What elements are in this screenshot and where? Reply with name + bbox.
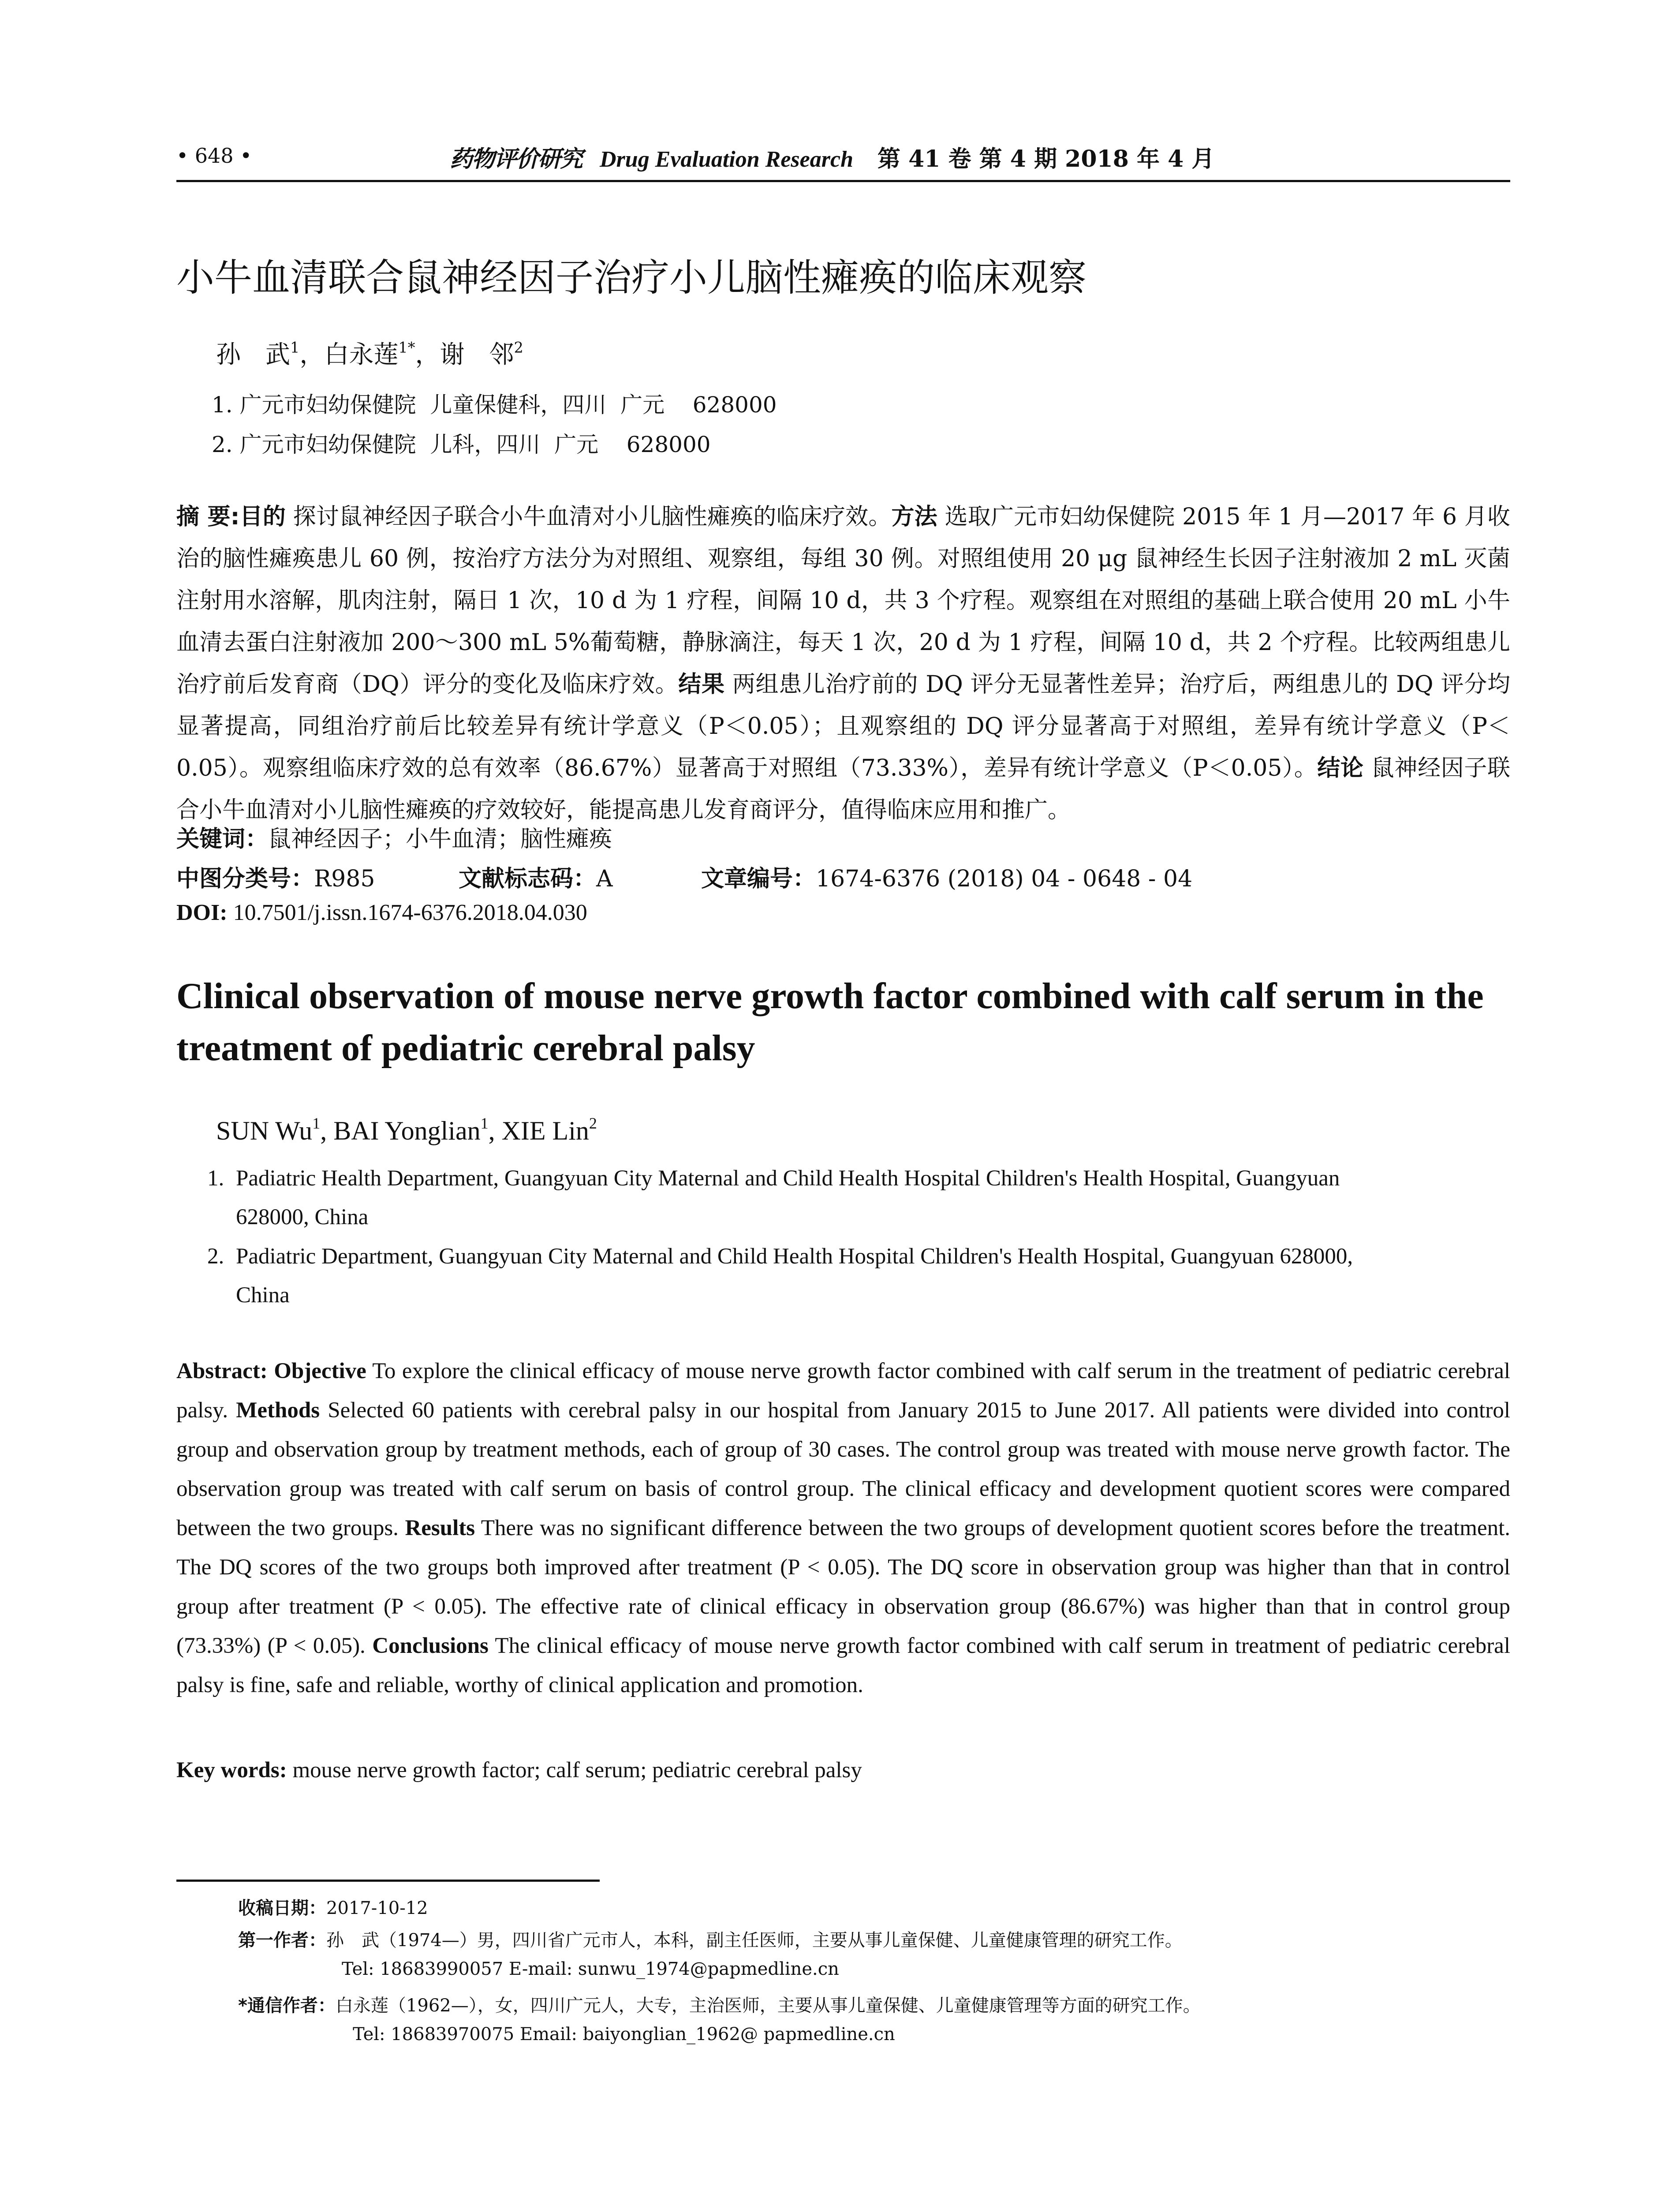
objective-text: 探讨鼠神经因子联合小牛血清对小儿脑性瘫痪的临床疗效。 — [286, 504, 892, 530]
title-cn: 小牛血清联合鼠神经因子治疗小儿脑性瘫痪的临床观察 — [176, 256, 1086, 300]
author-en: SUN Wu — [216, 1116, 313, 1145]
issue-info: 第 41 卷 第 4 期 2018 年 4 月 — [877, 146, 1215, 172]
first-author-label: 第一作者： — [238, 1930, 326, 1951]
abstract-label: Abstract: — [176, 1359, 268, 1383]
results-text: There was no significant difference between the two groups of development quotient scores before the treatment. The DQ scores of the two groups both improved after treatment (P < 0.05). The DQ score in observation group was higher than that in control group after treatment (P < 0.05). The effective rate of clinical efficacy in observation group (86.67%) was higher than that in control group (73.33%) (P < 0.05). — [176, 1516, 1510, 1658]
conclusions-text: The clinical efficacy of mouse nerve growth factor combined with calf serum in treatment of pediatric cerebral palsy is fine, safe and reliable, worthy of clinical application and promotion. — [176, 1633, 1510, 1697]
methods-text: 选取广元市妇幼保健院 2015 年 1 月—2017 年 6 月收治的脑性瘫痪患儿 60 例，按治疗方法分为对照组、观察组，每组 30 例。对照组使用 20 μg 鼠神经生长因子注射液加 2 mL 灭菌注射用水溶解，肌肉注射，隔日 1 次，10 d 为 1 疗程，间隔 10 d，共 3 个疗程。观察组在对照组的基础上联合使用 20 mL 小牛血清去蛋白注射液加 200～300 mL 5%葡萄糖，静脉滴注，每天 1 次，20 d 为 1 疗程，间隔 10 d，共 2 个疗程。比较两组患儿治疗前后发育商（DQ）评分的变化及临床疗效。 — [176, 504, 1510, 698]
affiliation-line: Padiatric Health Department, Guangyuan City Maternal and Child Health Hospital Children's Health Hospital, Guangyuan — [236, 1166, 1340, 1191]
keywords-text: mouse nerve growth factor; calf serum; pediatric cerebral palsy — [287, 1758, 862, 1783]
classification-doc — [459, 860, 613, 893]
journal-header — [450, 140, 1214, 173]
objective-label: 目的 — [239, 504, 286, 530]
classification-article — [701, 860, 1192, 893]
doi — [176, 900, 587, 926]
objective-label: Objective — [267, 1359, 366, 1383]
authors-cn — [216, 335, 523, 370]
footnote-received — [238, 1894, 428, 1919]
affiliation-cn: 2. 广元市妇幼保健院 儿科，四川 广元 628000 — [212, 432, 711, 457]
results-text: 两组患儿治疗前的 DQ 评分无显著性差异；治疗后，两组患儿的 DQ 评分均显著提高，同组治疗前后比较差异有统计学意义（P＜0.05）；且观察组的 DQ 评分显著高于对照组，差异有统计学意义（P＜0.05）。观察组临床疗效的总有效率（86.67%）显著高于对照组（73.33%），差异有统计学意义（P＜0.05）。 — [176, 671, 1510, 781]
keywords-label: 关键词： — [176, 826, 269, 852]
first-author-text: 孙 武（1974—）男，四川省广元市人，本科，副主任医师，主要从事儿童保健、儿童健康管理的研究工作。 — [326, 1930, 1183, 1951]
clc-label: 中图分类号： — [176, 866, 314, 892]
author-cn: 孙 武 — [216, 340, 290, 369]
methods-label: 方法 — [891, 504, 937, 530]
page-number: • 648 • — [176, 144, 252, 168]
author-sup: 2 — [589, 1114, 597, 1132]
journal-name: Drug Evaluation Research — [600, 147, 853, 172]
affiliation-number: 2. — [207, 1244, 224, 1269]
affiliation-cn: 1. 广元市妇幼保健院 儿童保健科，四川 广元 628000 — [212, 392, 777, 418]
footnote-first-author — [238, 1926, 1183, 1951]
footnote-corresponding — [238, 1992, 1201, 2017]
affiliation-line: 628000, China — [236, 1205, 369, 1230]
methods-label: Methods — [236, 1398, 320, 1423]
objective-text: To explore the clinical efficacy of mouse nerve growth factor combined with calf serum in the treatment of pediatric cerebral palsy. — [176, 1359, 1511, 1423]
keywords-cn — [176, 820, 612, 853]
journal-logo: 药物评价研究 — [450, 146, 582, 172]
corresponding-text: 白永莲（1962—），女，四川广元人，大专，主治医师，主要从事儿童保健、儿童健康管理等方面的研究工作。 — [335, 1996, 1201, 2016]
classification-clc — [176, 860, 375, 893]
author-sup: 1 — [480, 1114, 489, 1132]
doi-value: 10.7501/j.issn.1674-6376.2018.04.030 — [227, 900, 587, 925]
affiliation-line: China — [236, 1283, 290, 1308]
corresponding-label: *通信作者： — [238, 1996, 336, 2016]
footnote-first-author-contact: Tel: 18683990057 E-mail: sunwu_1974@papmedline.cn — [342, 1959, 839, 1979]
keywords-en — [176, 1757, 862, 1783]
keywords-text: 鼠神经因子；小牛血清；脑性瘫痪 — [268, 826, 612, 852]
article-value: 1674-6376 (2018) 04 - 0648 - 04 — [816, 866, 1193, 892]
clc-value: R985 — [314, 866, 375, 892]
doc-value: A — [596, 866, 613, 892]
doc-label: 文献标志码： — [459, 866, 597, 892]
received-date: 2017-10-12 — [326, 1898, 428, 1918]
affiliation-line: Padiatric Department, Guangyuan City Maternal and Child Health Hospital Children's Health Hospital, Guangyuan 628000, — [236, 1244, 1353, 1269]
author-sup: 1* — [398, 339, 415, 356]
received-label: 收稿日期： — [238, 1898, 326, 1918]
authors-en — [216, 1116, 597, 1146]
affiliation-number: 1. — [207, 1166, 224, 1191]
abstract-en — [176, 1352, 1510, 1705]
author-en: , BAI Yonglian — [320, 1116, 481, 1145]
footnote-corresponding-contact: Tel: 18683970075 Email: baiyonglian_1962@ papmedline.cn — [353, 2024, 895, 2044]
conclusion-text: 鼠神经因子联合小牛血清对小儿脑性瘫痪的疗效较好，能提高患儿发育商评分，值得临床应用和推广。 — [176, 755, 1510, 823]
author-sup: 2 — [514, 339, 523, 356]
author-cn: ，白永莲 — [299, 340, 399, 369]
affiliation-en — [207, 1159, 1510, 1237]
author-sup: 1 — [290, 339, 300, 356]
keywords-label: Key words: — [176, 1758, 287, 1783]
results-label: 结果 — [678, 671, 725, 698]
footnote-divider — [176, 1880, 600, 1882]
abstract-cn — [176, 496, 1510, 831]
author-en: , XIE Lin — [488, 1116, 589, 1145]
doi-label: DOI: — [176, 900, 228, 925]
methods-text: Selected 60 patients with cerebral palsy in our hospital from January 2015 to June 2017. All patients were divided into control group and observation group by treatment methods, each of group of 30 cases. The control group was treated with mouse nerve growth factor. The observation group was treated with calf serum on basis of control group. The clinical efficacy and development quotient scores were compared between the two groups. — [176, 1398, 1511, 1540]
abstract-label: 摘 要: — [176, 504, 240, 530]
title-en: Clinical observation of mouse nerve growth factor combined with calf serum in the treatment of pediatric cerebral palsy — [176, 975, 1484, 1069]
article-label: 文章编号： — [701, 866, 816, 892]
author-cn: ，谢 邻 — [415, 340, 514, 369]
affiliation-en — [207, 1237, 1510, 1315]
conclusions-label: Conclusions — [372, 1633, 489, 1658]
author-sup: 1 — [312, 1114, 321, 1132]
conclusion-label: 结论 — [1317, 755, 1364, 781]
running-header — [176, 140, 1510, 182]
results-label: Results — [405, 1516, 475, 1540]
